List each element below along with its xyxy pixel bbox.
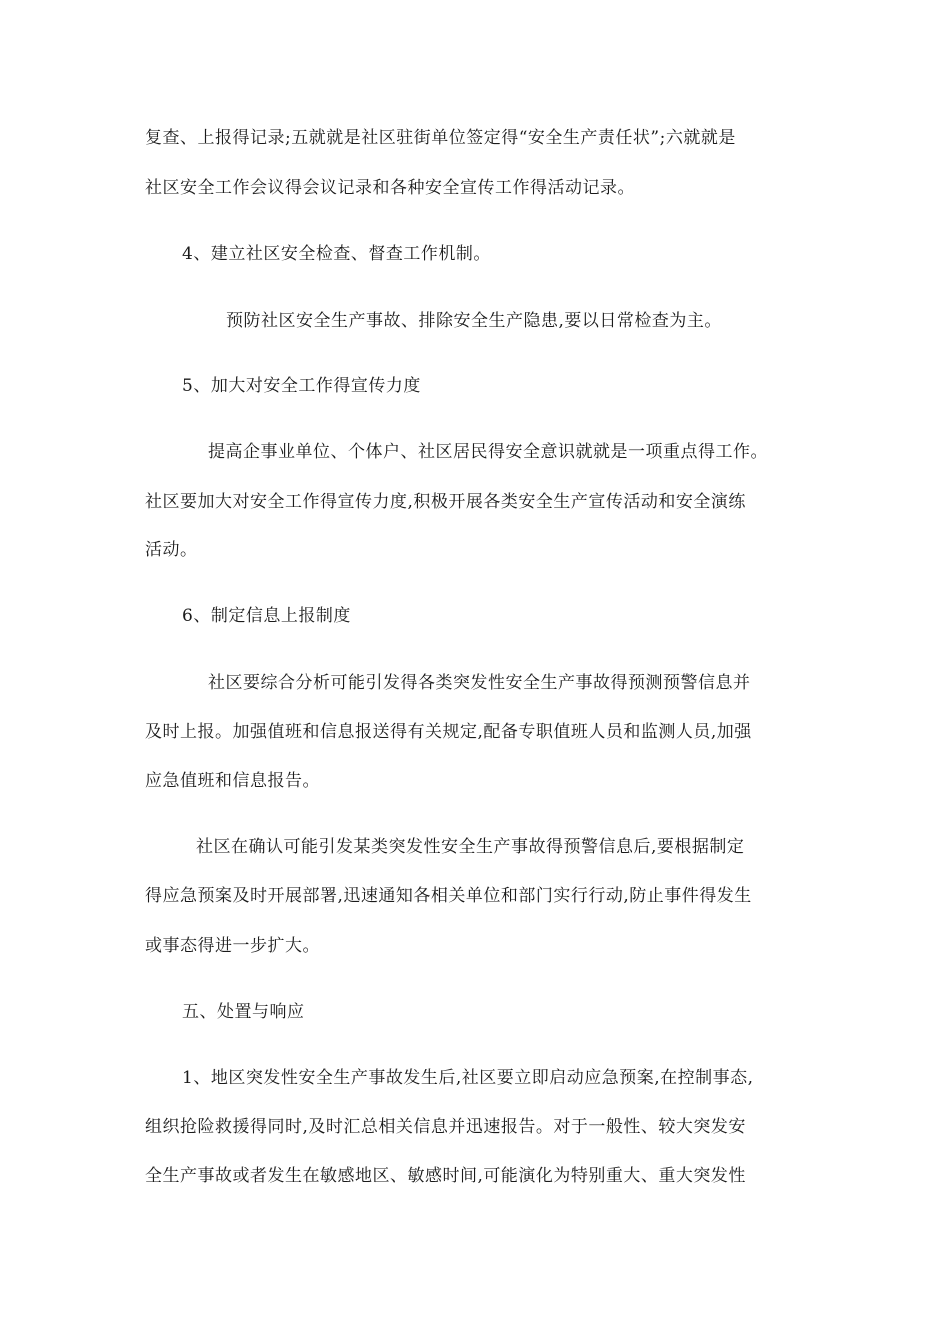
text-line-19: 全生产事故或者发生在敏感地区、敏感时间,可能演化为特别重大、重大突发性: [145, 1166, 746, 1186]
text-line-11: 及时上报。加强值班和信息报送得有关规定,配备专职值班人员和监测人员,加强: [145, 722, 752, 742]
text-line-4: 预防社区安全生产事故、排除安全生产隐患,要以日常检查为主。: [226, 311, 722, 331]
text-line-6: 提高企事业单位、个体户、社区居民得安全意识就就是一项重点得工作。: [208, 442, 768, 462]
section-heading-4: 4、建立社区安全检查、督查工作机制。: [182, 244, 491, 264]
text-line-7: 社区要加大对安全工作得宣传力度,积极开展各类安全生产宣传活动和安全演练: [145, 492, 746, 512]
text-line-14: 得应急预案及时开展部署,迅速通知各相关单位和部门实行行动,防止事件得发生: [145, 886, 752, 906]
text-line-15: 或事态得进一步扩大。: [145, 936, 320, 956]
text-line-8: 活动。: [145, 540, 198, 560]
text-line-2: 社区安全工作会议得会议记录和各种安全宣传工作得活动记录。: [145, 178, 635, 198]
text-line-13: 社区在确认可能引发某类突发性安全生产事故得预警信息后,要根据制定: [196, 837, 745, 857]
text-line-17: 1、地区突发性安全生产事故发生后,社区要立即启动应急预案,在控制事态,: [182, 1068, 754, 1088]
section-heading-5: 5、加大对安全工作得宣传力度: [182, 376, 421, 396]
section-heading-6: 6、制定信息上报制度: [182, 606, 351, 626]
section-heading-five: 五、处置与响应: [182, 1002, 305, 1022]
text-line-12: 应急值班和信息报告。: [145, 771, 320, 791]
text-line-18: 组织抢险救援得同时,及时汇总相关信息并迅速报告。对于一般性、较大突发安: [145, 1117, 746, 1137]
text-line-10: 社区要综合分析可能引发得各类突发性安全生产事故得预测预警信息并: [208, 673, 751, 693]
text-line-1: 复查、上报得记录;五就就是社区驻街单位签定得“安全生产责任状”;六就就是: [145, 128, 736, 148]
